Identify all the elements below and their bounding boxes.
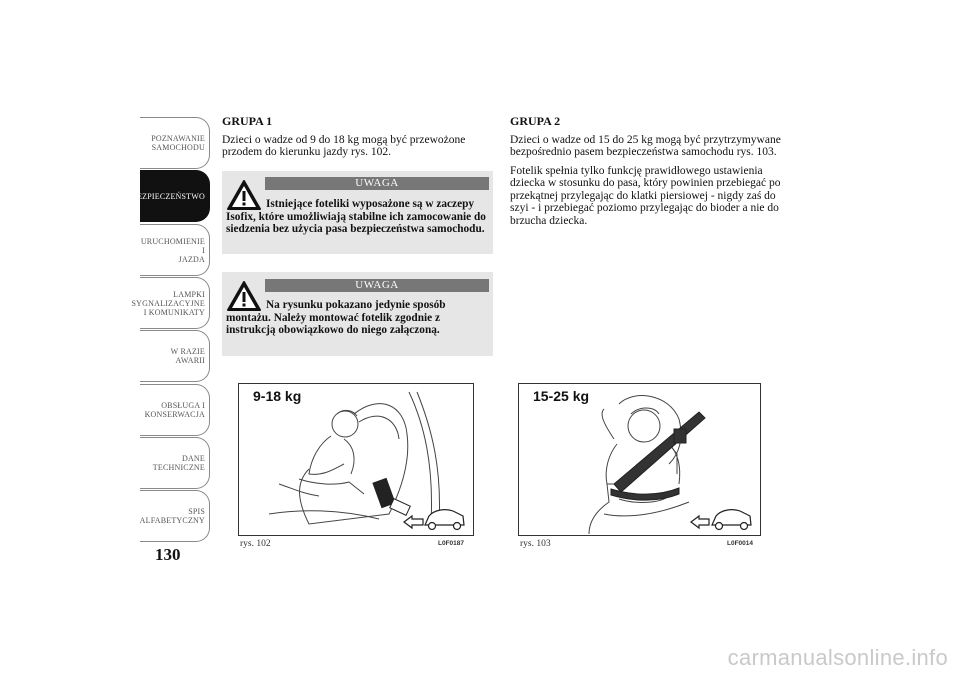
page-number: 130: [155, 545, 181, 564]
group-2-heading: GRUPA 2: [510, 114, 561, 128]
tab-spis-alfabetyczny[interactable]: [140, 490, 210, 542]
figure-102: [238, 383, 474, 536]
tab-dane-techniczne[interactable]: [140, 437, 210, 489]
watermark: carmanualsonline.info: [727, 645, 948, 670]
group-2-text: Dzieci o wadze od 15 do 25 kg mogą być przytrzymywane bezpośrednio pasem bezpieczeństwa samochodu rys. 103.: [510, 133, 781, 158]
right-column: [510, 115, 785, 233]
figure-caption: rys. 103: [520, 539, 551, 549]
arrow-icon: [691, 516, 709, 528]
tab-w-razie-awarii[interactable]: [140, 330, 210, 382]
tab-uruchomienie-i-jazda[interactable]: [140, 224, 210, 276]
child-seat-isofix-illustration: [239, 384, 473, 535]
group-2-text-2: Fotelik spełnia tylko funkcję prawidłowego ustawienia dziecka w stosunku do pasa, który powinien przebiegać po przekątnej przylegając do klatki piersiowej - nigdy zaś do szyi - i przebiegać poziomo przylegając do bioder a nie do brzucha dziecka.: [510, 164, 781, 227]
tab-lampki-sygnalizacyjne[interactable]: [131, 277, 210, 329]
tab-bezpieczenstwo[interactable]: [131, 170, 210, 222]
tab-label: BEZPIECZEŃSTWO: [131, 191, 205, 201]
warning-text: Na rysunku pokazano jedynie sposób montażu. Należy montować fotelik zgodnie z instrukcją obowiązkowo do niego załączoną.: [226, 299, 446, 336]
tab-obsluga-i-konserwacja[interactable]: [140, 384, 210, 436]
tab-label: OBSŁUGA I KONSERWACJA: [144, 401, 205, 419]
figure-weight-label: 9-18 kg: [253, 388, 302, 404]
tab-poznawanie-samochodu[interactable]: [140, 117, 210, 169]
tab-label: W RAZIE AWARII: [170, 347, 205, 365]
tab-label: URUCHOMIENIE I JAZDA: [140, 236, 205, 264]
figure-code: L0F0187: [438, 540, 465, 547]
warning-title: UWAGA: [265, 177, 489, 190]
tab-label: LAMPKI SYGNALIZACYJNE I KOMUNIKATY: [131, 289, 205, 317]
tab-label: POZNAWANIE SAMOCHODU: [151, 134, 205, 152]
group-1-heading: GRUPA 1: [222, 114, 273, 128]
tab-label: SPIS ALFABETYCZNY: [139, 507, 205, 525]
group-1-text: Dzieci o wadze od 9 do 18 kg mogą być przewożone przodem do kierunku jazdy rys. 102.: [222, 133, 466, 158]
arrow-icon: [404, 516, 423, 528]
figure-weight-label: 15-25 kg: [533, 388, 590, 404]
booster-seat-belt-illustration: [519, 384, 760, 535]
left-column: [222, 115, 492, 165]
warning-box-isofix: [222, 171, 493, 254]
warning-text: Istniejące foteliki wyposażone są w zaczepy Isofix, które umożliwiają stabilne ich zamocowanie do siedzenia bez użycia pasa bezpieczeństwa samochodu.: [226, 198, 486, 235]
figure-code: L0F0014: [727, 540, 754, 547]
warning-title: UWAGA: [265, 279, 489, 292]
figure-caption: rys. 102: [240, 539, 271, 549]
warning-box-installation: [222, 272, 493, 356]
figure-103: [518, 383, 761, 536]
tab-label: DANE TECHNICZNE: [152, 454, 205, 472]
